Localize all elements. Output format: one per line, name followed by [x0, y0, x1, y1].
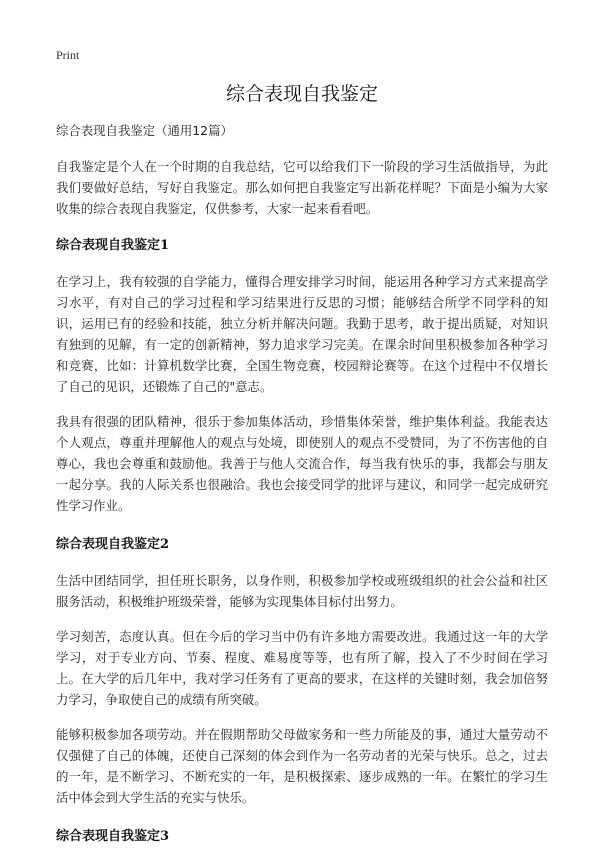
page-title: 综合表现自我鉴定	[225, 83, 378, 105]
section-heading: 综合表现自我鉴定2	[56, 537, 170, 552]
document-body	[56, 80, 548, 848]
section-paragraph: 能够积极参加各项劳动。并在假期帮助父母做家务和一些力所能及的事，通过大量劳动不仅强健了自己的体魄，还使自己深刻的体会到作为一名劳动者的光荣与快乐。总之，过去的一年，是不断学习、不断充实的一年，是积极探索、逐步成熟的一年。在繁忙的学习生活中体会到大学生活的充实与快乐。	[56, 727, 548, 805]
section-paragraph: 我具有很强的团队精神，很乐于参加集体活动，珍惜集体荣誉，维护集体利益。我能表达个人观点，尊重并理解他人的观点与处境，即使别人的观点不受赞同，为了不伤害他的自尊心，我也会尊重和鼓励他。我善于与他人交流合作，每当我有快乐的事，我都会与朋友一起分享。我的人际关系也很融洽。我也会接受同学的批评与建议，和同学一起完成研究性学习作业。	[56, 414, 548, 513]
section-1	[56, 235, 548, 516]
section-heading: 综合表现自我鉴定1	[56, 238, 170, 253]
section-paragraph: 学习刻苦，态度认真。但在今后的学习当中仍有许多地方需要改进。我通过这一年的大学学习，对于专业方向、节奏、程度、难易度等等，也有所了解，投入了不少时间在学习上。在大学的后几年中，我对学习任务有了更高的要求，在这样的关键时刻，我会加倍努力学习，争取使自己的成绩有所突破。	[56, 629, 548, 707]
section-3	[56, 826, 548, 848]
sections	[56, 235, 548, 848]
section-paragraph: 在学习上，我有较强的自学能力，懂得合理安排学习时间，能运用各种学习方式来提高学习水平，有对自己的学习过程和学习结果进行反思的习惯；能够结合所学不同学科的知识，运用已有的经验和技能，独立分析并解决问题。我勤于思考，敢于提出质疑，对知识有独到的见解，有一定的创新精神，努力追求学习完美。在课余时间里积极参加各种学习和竞赛，比如：计算机数学比赛，全国生物竞赛，校园辩论赛等。在这个过程中不仅增长了自己的见识，还锻炼了自己的"意志。	[56, 274, 548, 394]
intro-paragraph: 自我鉴定是个人在一个时期的自我总结，它可以给我们下一阶段的学习生活做指导，为此我们要做好总结，写好自我鉴定。那么如何把自我鉴定写出新花样呢？下面是小编为大家收集的综合表现自我鉴定，仅供参考，大家一起来看看吧。	[56, 159, 548, 216]
section-2	[56, 534, 548, 808]
document-subtitle: 综合表现自我鉴定（通用12篇）	[56, 123, 233, 138]
section-heading: 综合表现自我鉴定3	[56, 829, 170, 844]
section-paragraph: 生活中团结同学，担任班长职务，以身作则，积极参加学校或班级组织的社会公益和社区服务活动，积极维护班级荣誉，能够为实现集体目标付出努力。	[56, 573, 548, 609]
print-link[interactable]: Print	[56, 48, 80, 62]
